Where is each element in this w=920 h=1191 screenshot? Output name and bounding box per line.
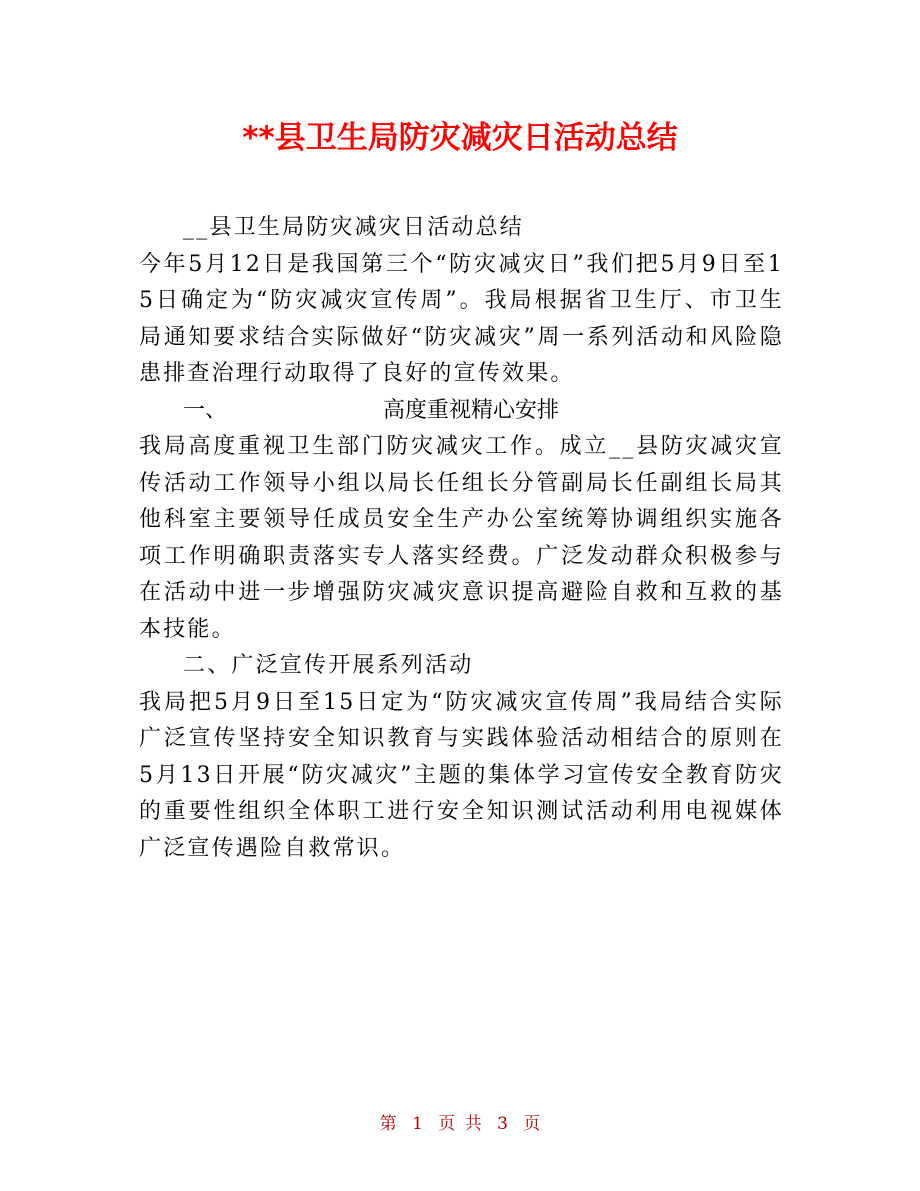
footer-mid: 页 共 [438, 1114, 482, 1134]
document-body [139, 210, 784, 867]
section-2-paragraph: 我局把5月9日至15日定为“防灾减灾宣传周”我局结合实际广泛宣传坚持安全知识教育与实践体验活动相结合的原则在5月13日开展“防灾减灾”主题的集体学习宣传安全教育防灾的重要性组织全体职工进行安全知识测试活动利用电视媒体广泛宣传遇险自救常识。 [139, 689, 784, 861]
intro-paragraph: 今年5月12日是我国第三个“防灾减灾日”我们把5月9日至15日确定为“防灾减灾宣传周”。我局根据省卫生厅、市卫生局通知要求结合实际做好“防灾减灾”周一系列活动和风险隐患排查治理行动取得了良好的宣传效果。 [139, 251, 784, 386]
footer-prefix: 第 [379, 1114, 397, 1134]
footer-total-pages: 3 [497, 1114, 508, 1134]
section-1-title: 高度重视精心安排 [383, 397, 560, 423]
page-footer [0, 1112, 920, 1136]
footer-suffix: 页 [523, 1114, 541, 1134]
section-1-heading [139, 393, 784, 430]
document-title: **县卫生局防灾减灾日活动总结 [242, 120, 678, 156]
section-1-number: 一、 [183, 397, 228, 423]
footer-page-number: 1 [412, 1114, 423, 1134]
section-2-heading: 二、广泛宣传开展系列活动 [183, 653, 474, 678]
section-1-paragraph: 我局高度重视卫生部门防灾减灾工作。成立__县防灾减灾宣传活动工作领导小组以局长任组长分管副局长任副组长局其他科室主要领导任成员安全生产办公室统筹协调组织实施各项工作明确职责落实专人落实经费。广泛发动群众积极参与在活动中进一步增强防灾减灾意识提高避险自救和互救的基本技能。 [139, 434, 784, 642]
subtitle: __县卫生局防灾减灾日活动总结 [183, 215, 525, 240]
